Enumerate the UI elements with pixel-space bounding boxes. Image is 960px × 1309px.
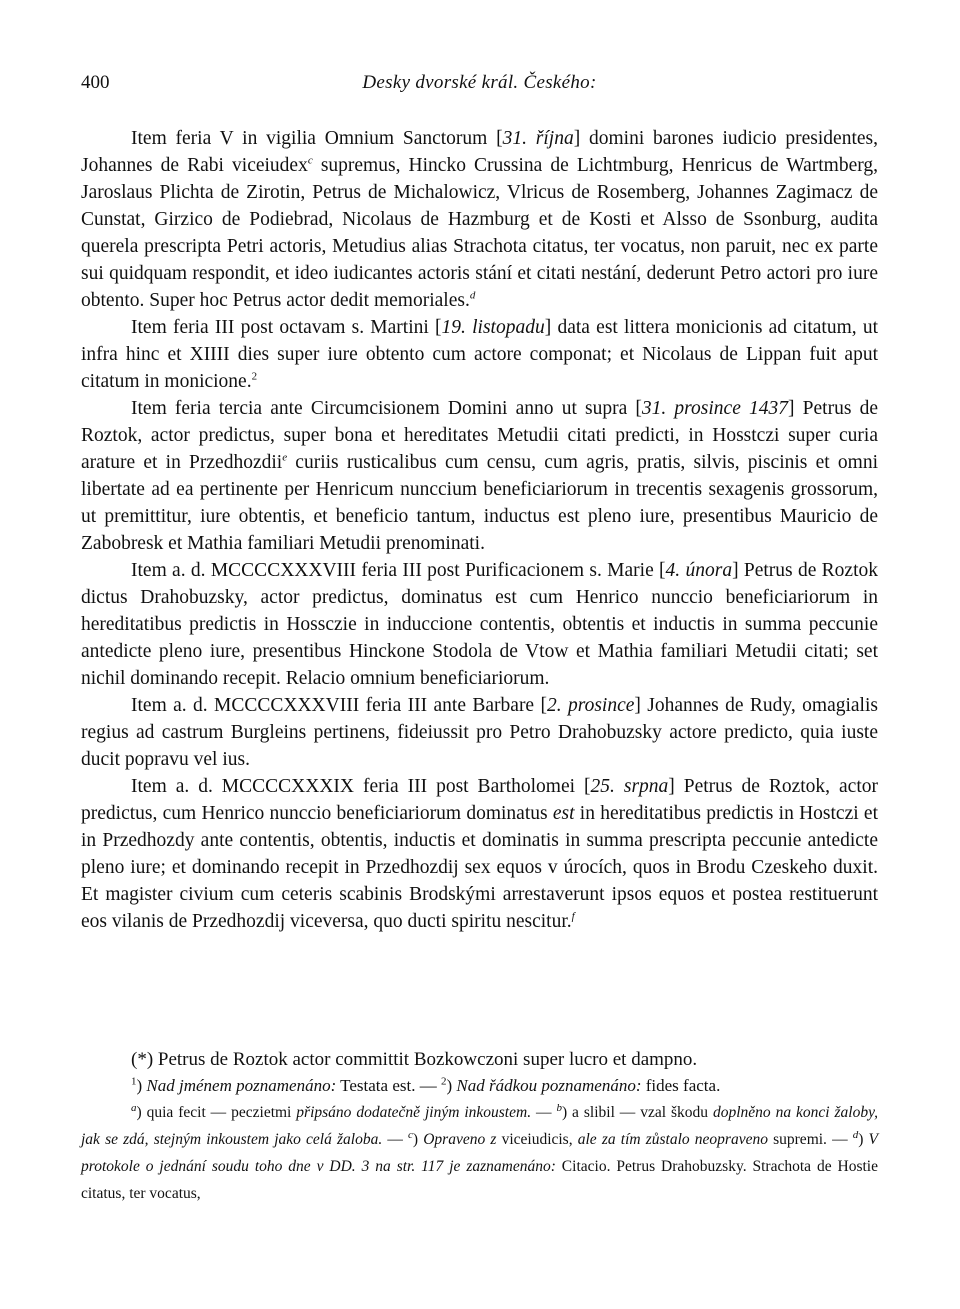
note-mark: c bbox=[307, 154, 313, 167]
paragraph-1: Item feria V in vigilia Omnium Sanctorum [31. října] domini barones iudicio presidentes, Johannes de Rabi viceiudex$^c$ supremus, Hincko Crussina de Lichtmburg, Henricus de Wartmberg, Jaroslaus Plichta de Zirotin, Petrus de Michalowicz, Vlricus de Rosemberg, Johannes Zagimacz de Cunstat, Girzico de Podiebrad, Nicolaus de Hazmburg et de Kosti et Alsso de Ssonburg, audita querela prescripta Petri actoris, Metudius alias Strachota citatus, ter vocatus, non paruit, nec ex parte sui quidquam respondit, et ideo iudicantes actoris stání et citati nestání, dederunt Petro actori pro iure obtento. Super hoc Petrus actor dedit memoriales.$^d$ bbox=[81, 128, 878, 311]
document-page bbox=[81, 0, 878, 1309]
running-head: Desky dvorské král. Českého: bbox=[362, 72, 597, 93]
page-header bbox=[81, 72, 878, 102]
numbered-footnotes: $^1$) Nad jménem poznamenáno: Testata est. — $^2$) Nad řádkou poznamenáno: fides facta. bbox=[131, 1075, 721, 1095]
paragraph-5: Item a. d. MCCCCXXXVIII feria III ante Barbare [2. prosince] Johannes de Rudy, omagialis regius ad castrum Burgleins pertinens, fideiussit pro Petro Drahobuzsky actore predicto, quia iuste ducit popravu vel ius. bbox=[81, 695, 878, 770]
notes-section bbox=[81, 1046, 878, 1207]
main-text bbox=[81, 125, 878, 935]
star-note: (*) Petrus de Roztok actor committit Bozkowczoni super lucro et dampno. bbox=[131, 1049, 698, 1070]
footnote-mark: 2 bbox=[251, 370, 258, 383]
paragraph-2: Item feria III post octavam s. Martini [19. listopadu] data est littera monicionis ad citatum, ut infra hinc et XIIII dies super iure obtento cum actore componat; et Nicolaus de Lippan fuit aput citatum in monicione.$^2$ bbox=[81, 317, 879, 392]
note-mark: e bbox=[282, 451, 288, 464]
page-number: 400 bbox=[81, 72, 110, 93]
paragraph-4: Item a. d. MCCCCXXXVIII feria III post Purificacionem s. Marie [4. února] Petrus de Roztok dictus Drahobuzsky, actor predictus, dominatus est cum Henrico nunccio beneficiariorum in hereditatibus predictis in Hossczie in inducсione contentis, obtentis et inductis in summa peccunie antedicte pleno iure, presentibus Hinckone Stodola de Vtow et Mathia familiari Metudii citati; set nichil dominando recepit. Relacio omnium beneficiariorum. bbox=[81, 560, 878, 689]
paragraph-3: Item feria tercia ante Circumcisionem Domini anno ut supra [31. prosince 1437] Petrus de Roztok, actor predictus, super bona et hereditates Metudii citati predicti, in Hosstczi super curia arature et in Przedhozdii$^e$ curiis rusticalibus cum censu, cum agris, pratis, silvis, piscinis et omni libertate ad ea pertinente per Henricum nunccium beneficiariorum in trecentis sexagenis grossorum, ut premittitur, iure obtentis, et beneficio tantum, inductus est pleno iure, presentibus Mauricio de Zabobresk et Mathia familiari Metudii prenominati. bbox=[81, 398, 879, 554]
note-mark: f bbox=[571, 910, 575, 923]
paragraph-6: Item a. d. MCCCCXXXIX feria III post Bartholomei [25. srpna] Petrus de Roztok, actor predictus, cum Henrico nunccio beneficiariorum dominatus est in hereditatibus predictis in Hostczi et in Przedhozdy ante contentis, obtentis, inductis et dominatis in summa prescripta peccunie antedicte pleno iure; et dominando recepit in Przedhozdij sex equos v úrocích, quos in Brodu Czeskeho duxit. Et magister civium cum ceteris scabinis Brodskými arrestaverunt ipsos equos et postea restituerunt eos vilanis de Przedhozdij viceversa, quo ducti spiritu nescitur.$^f$ bbox=[81, 776, 878, 932]
note-mark: d bbox=[469, 289, 476, 302]
lettered-footnotes: $^a$) quia fecit — peczietmi připsáno dodatečně jiným inkoustem. — $^b$) a slibil — vzal škodu doplněno na konci žaloby, jak se zdá, stejným inkoustem jako celá žaloba. — $^c$) Opraveno z viceiudicis, ale za tím zůstalo neopraveno supremi. — $^d$) V protokole o jednání soudu toho dne v DD. 3 na str. 117 je zaznamenáno: Citacio. Petrus Drahobuzsky. Strachota de Hostie citatus, ter vocatus, bbox=[81, 1101, 879, 1202]
